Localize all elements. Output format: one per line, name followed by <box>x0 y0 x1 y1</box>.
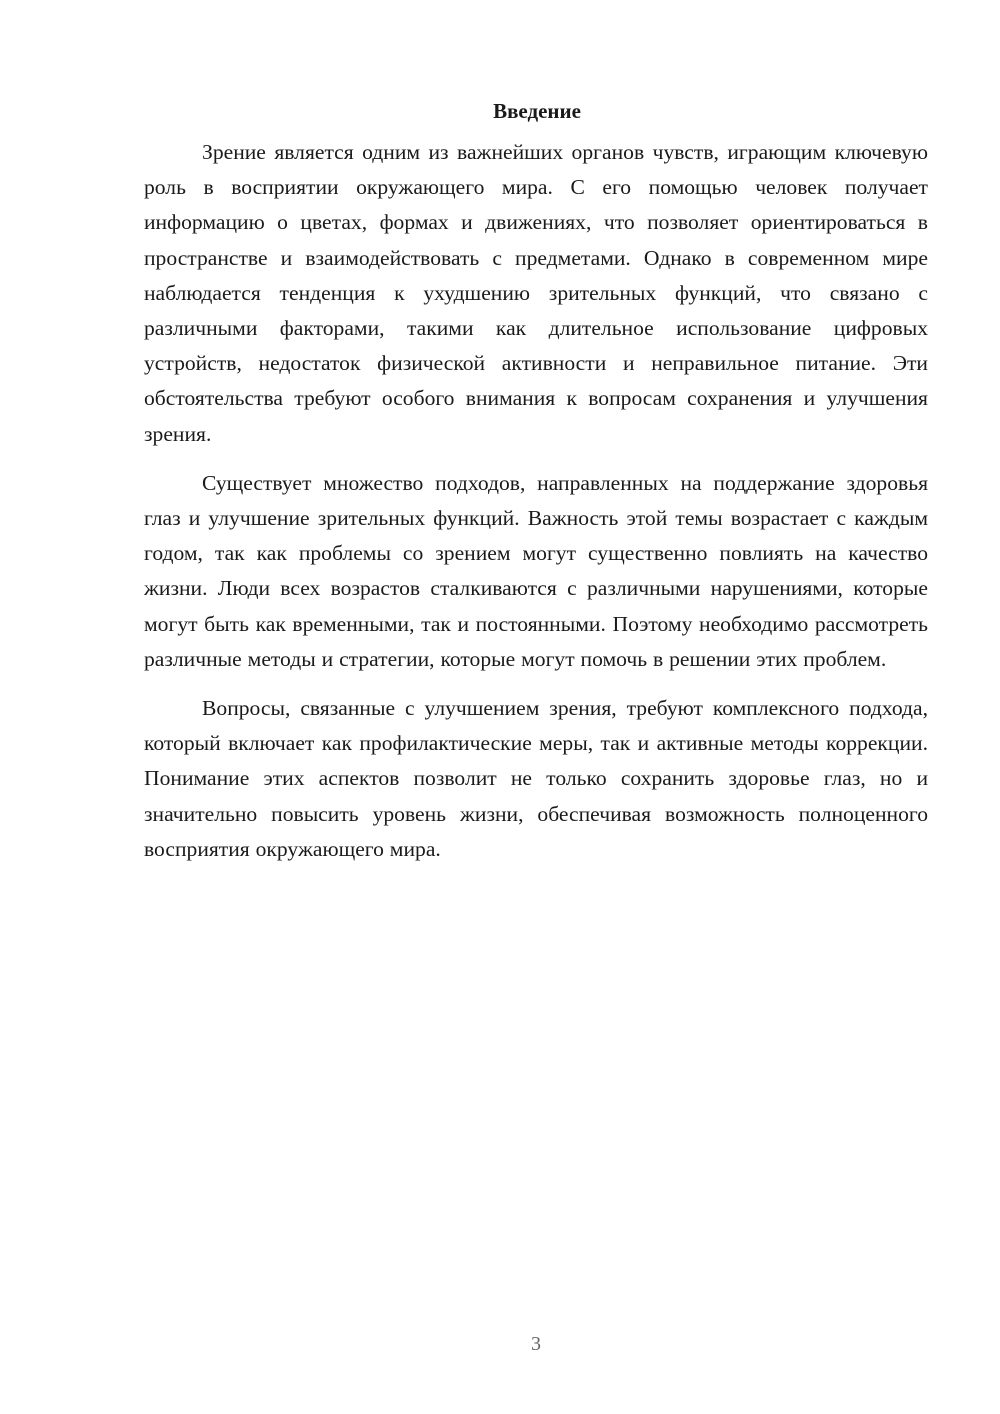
paragraph-1: Зрение является одним из важнейших органов чувств, играющим ключевую роль в восприятии окружающего мира. С его помощью человек получает информацию о цветах, формах и движениях, что позволяет ориентироваться в пространстве и взаимодействовать с предметами. Однако в современном мире наблюдается тенденция к ухудшению зрительных функций, что связано с различными факторами, такими как длительное использование цифровых устройств, недостаток физической активности и неправильное питание. Эти обстоятельства требуют особого внимания к вопросам сохранения и улучшения зрения. <box>144 140 928 446</box>
page-content <box>144 95 928 881</box>
section-heading: Введение <box>493 99 581 123</box>
paragraph-3: Вопросы, связанные с улучшением зрения, требуют комплексного подхода, который включает как профилактические меры, так и активные методы коррекции. Понимание этих аспектов позволит не только сохранить здоровье глаз, но и значительно повысить уровень жизни, обеспечивая возможность полноценного восприятия окружающего мира. <box>144 696 928 861</box>
page-number: 3 <box>531 1333 541 1355</box>
paragraph-2: Существует множество подходов, направленных на поддержание здоровья глаз и улучшение зрительных функций. Важность этой темы возрастает с каждым годом, так как проблемы со зрением могут существенно повлиять на качество жизни. Люди всех возрастов сталкиваются с различными нарушениями, которые могут быть как временными, так и постоянными. Поэтому необходимо рассмотреть различные методы и стратегии, которые могут помочь в решении этих проблем. <box>144 470 928 671</box>
